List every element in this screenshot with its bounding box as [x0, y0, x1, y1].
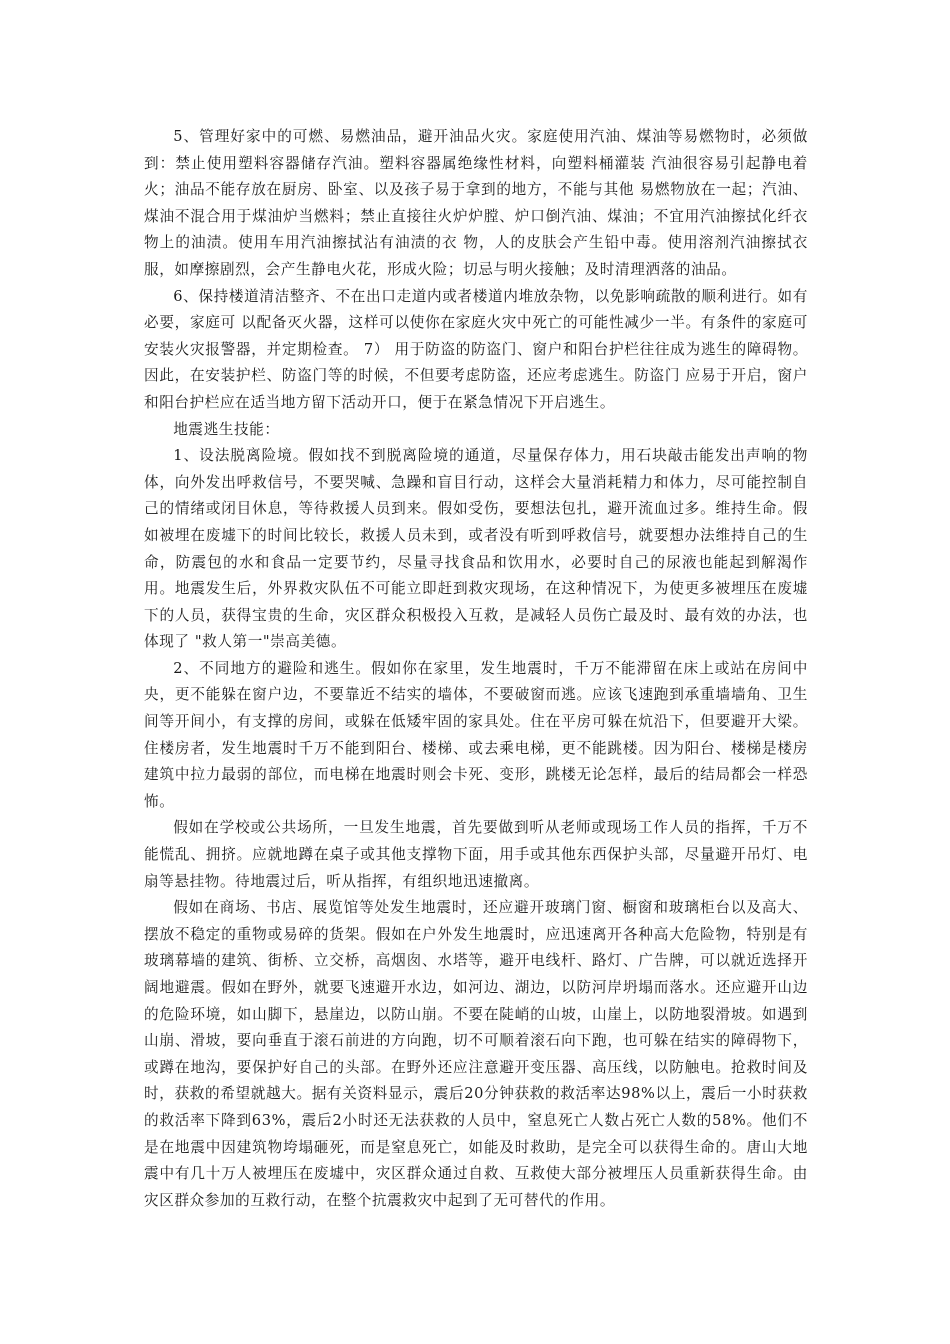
document-body — [144, 124, 808, 1214]
paragraph-school-escape: 假如在学校或公共场所，一旦发生地震，首先要做到听从老师或现场工作人员的指挥，千万不能慌乱、拥挤。应就地蹲在桌子或其他支撑物下面，用手或其他东西保护头部，尽量避开吊灯、电扇等悬挂物。待地震过后，听从指挥，有组织地迅速撤离。 — [144, 819, 808, 890]
paragraph-oil-safety: 5、管理好家中的可燃、易燃油品，避开油品火灾。家庭使用汽油、煤油等易燃物时，必须做到：禁止使用塑料容器储存汽油。塑料容器属绝缘性材料，向塑料桶灌装 汽油很容易引起静电着火；油品不能存放在厨房、卧室、以及孩子易于拿到的地方，不能与其他 易燃物放在一起；汽油、煤油不混合用于煤油炉当燃料；禁止直接往火炉炉膛、炉口倒汽油、煤油；不宜用汽油擦拭化纤衣物上的油渍。使用车用汽油擦拭沾有油渍的衣 物，人的皮肤会产生铅中毒。使用溶剂汽油擦拭衣服，如摩擦剧烈，会产生静电火花，形成火险；切忌与明火接触；及时清理洒落的油品。 — [144, 128, 808, 278]
paragraph-corridor-safety: 6、保持楼道清洁整齐、不在出口走道内或者楼道内堆放杂物，以免影响疏散的顺利进行。如有必要，家庭可 以配备灭火器，这样可以使你在家庭火灾中死亡的可能性减少一半。有条件的家庭可安装火灾报警器，并定期检查。 7） 用于防盗的防盗门、窗户和阳台护栏往往成为逃生的障碍物。因此，在安装护栏、防盗门等的时候，不但要考虑防盗，还应考虑逃生。防盗门 应易于开启，窗户和阳台护栏应在适当地方留下活动开口，便于在紧急情况下开启逃生。 — [144, 287, 808, 411]
paragraph-public-outdoor-escape: 假如在商场、书店、展览馆等处发生地震时，还应避开玻璃门窗、橱窗和玻璃柜台以及高大、摆放不稳定的重物或易碎的货架。假如在户外发生地震时，应迅速离开各种高大危险物，特别是有玻璃幕墙的建筑、街桥、立交桥，高烟囱、水塔等，避开电线杆、路灯、广告牌，可以就近选择开阔地避震。假如在野外，就要飞速避开水边，如河边、湖边，以防河岸坍塌而落水。还应避开山边的危险环境，如山脚下，悬崖边，以防山崩。不要在陡峭的山坡，山崖上，以防地裂滑坡。如遇到山崩、滑坡，要向垂直于滚石前进的方向跑，切不可顺着滚石向下跑，也可躲在结实的障碍物下，或蹲在地沟，要保护好自己的头部。在野外还应注意避开变压器、高压线，以防触电。抢救时间及时，获救的希望就越大。据有关资料显示，震后20分钟获救的救活率达98%以上，震后一小时获救的救活率下降到63%，震后2小时还无法获救的人员中，窒息死亡人数占死亡人数的58%。他们不是在地震中因建筑物垮塌砸死，而是窒息死亡，如能及时救助，是完全可以获得生命的。唐山大地震中有几十万人被埋压在废墟中，灾区群众通过自救、互救使大部分被埋压人员重新获得生命。由灾区群众参加的互救行动，在整个抗震救灾中起到了无可替代的作用。 — [144, 899, 808, 1209]
paragraph-escape-danger: 1、设法脱离险境。假如找不到脱离险境的通道，尽量保存体力，用石块敲击能发出声响的物体，向外发出呼救信号，不要哭喊、急躁和盲目行动，这样会大量消耗精力和体力，尽可能控制自己的情绪或闭目休息，等待救援人员到来。假如受伤，要想法包扎，避开流血过多。维持生命。假如被埋在废墟下的时间比较长，救援人员未到，或者没有听到呼救信号，就要想办法维持自己的生命，防震包的水和食品一定要节约，尽量寻找食品和饮用水，必要时自己的尿液也能起到解渴作用。地震发生后，外界救灾队伍不可能立即赶到救灾现场，在这种情况下，为使更多被埋压在废墟下的人员，获得宝贵的生命，灾区群众积极投入互救，是减轻人员伤亡最及时、最有效的办法，也体现了 "救人第一"崇高美德。 — [144, 447, 808, 651]
paragraph-home-escape: 2、不同地方的避险和逃生。假如你在家里，发生地震时，千万不能滞留在床上或站在房间中央，更不能躲在窗户边，不要靠近不结实的墙体，不要破窗而逃。应该飞速跑到承重墙墙角、卫生间等开间小，有支撑的房间，或躲在低矮牢固的家具处。住在平房可躲在炕沿下，但要避开大梁。住楼房者，发生地震时千万不能到阳台、楼梯、或去乘电梯，更不能跳楼。因为阳台、楼梯是楼房建筑中拉力最弱的部位，而电梯在地震时则会卡死、变形，跳楼无论怎样，最后的结局都会一样恐怖。 — [144, 659, 808, 810]
section-heading-earthquake: 地震逃生技能： — [173, 420, 280, 438]
